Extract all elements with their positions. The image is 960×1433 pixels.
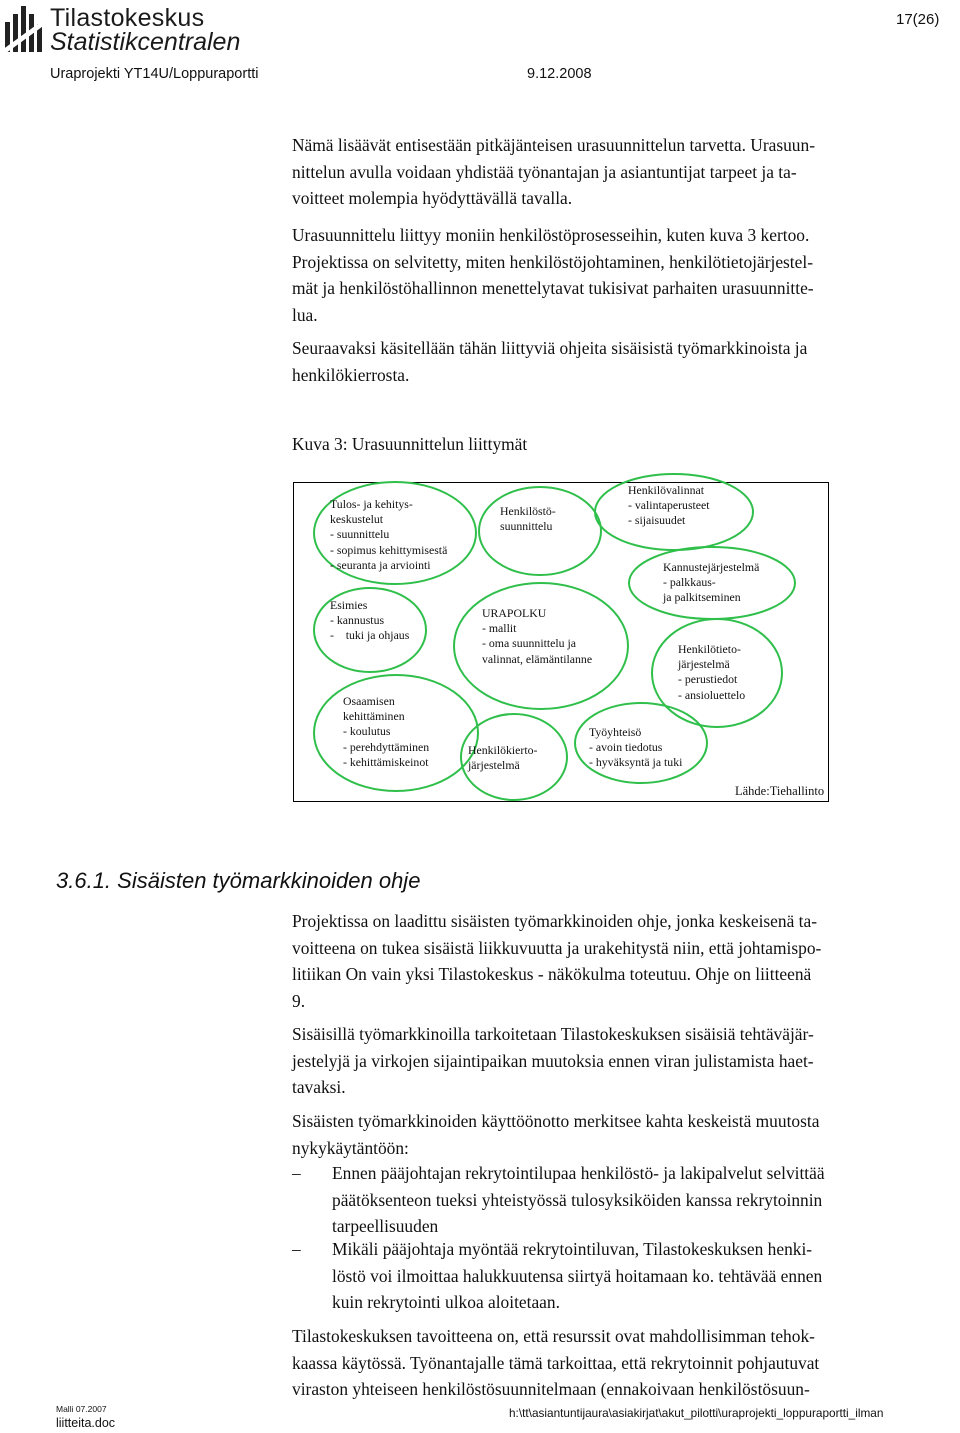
- node-urapolku: URAPOLKU - mallit - oma suunnittelu ja valinnat, elämäntilanne: [482, 606, 593, 666]
- node-esimies: Esimies - kannustus - tuki ja ohjaus: [330, 598, 410, 643]
- node-henkilovalinnat: Henkilövalinnat - valintaperusteet - sijaisuudet: [628, 483, 710, 528]
- bullet-item-2: Mikäli pääjohtaja myöntää rekrytointiluvan, Tilastokeskuksen henki- löstö voi ilmoittaa halukkuutensa siirtyä hoitamaan ko. tehtävää ennen kuin rekrytointi ulkoa aloitetaan.: [332, 1239, 823, 1312]
- node-tulos: Tulos- ja kehitys- keskustelut - suunnittelu - sopimus kehittymisestä - seuranta ja arviointi: [330, 497, 448, 572]
- node-henkilotieto: Henkilötieto- järjestelmä - perustiedot - ansioluettelo: [678, 642, 746, 702]
- intro-paragraph-3: Seuraavaksi käsitellään tähän liittyviä ohjeita sisäisistä työmarkkinoista ja henkilökierrosta.: [292, 338, 808, 385]
- logo-subtitle: Statistikcentralen: [50, 28, 241, 56]
- node-tyoyhteiso: Työyhteisö - avoin tiedotus - hyväksyntä ja tuki: [589, 725, 683, 770]
- footer-filename: liitteita.doc: [56, 1416, 116, 1430]
- bullet-dash-1: –: [292, 1163, 301, 1183]
- bullet-item-1: Ennen pääjohtajan rekrytointilupaa henkilöstö- ja lakipalvelut selvittää päätöksenteon tueksi yhteistyössä tulosyksiköiden kanssa rekrytoinnin tarpeellisuuden: [332, 1163, 825, 1236]
- figure-caption: Kuva 3: Urasuunnittelun liittymät: [292, 434, 528, 454]
- intro-paragraph-1: Nämä lisäävät entisestään pitkäjänteisen urasuunnittelun tarvetta. Urasuun- nittelun avulla voidaan yhdistää työnantajan ja asiantuntijat tarpeet ja ta- voitteet molempia hyödyttävällä tavalla.: [292, 135, 815, 208]
- section-paragraph-3: Sisäisten työmarkkinoiden käyttöönotto merkitsee kahta keskeistä muutosta nykykäytäntöön:: [292, 1111, 820, 1158]
- node-osaaminen: Osaamisen kehittäminen - koulutus - perehdyttäminen - kehittämiskeinot: [343, 694, 430, 769]
- section-paragraph-4: Tilastokeskuksen tavoitteena on, että resurssit ovat mahdollisimman tehok- kaassa käytössä. Työnantajalle tämä tarkoittaa, että rekrytoinnit pohjautuvat viraston yhteiseen henkilöstösuunnitelmaan (ennakoivaan henkilöstösuun-: [292, 1326, 820, 1399]
- project-title: Uraprojekti YT14U/Loppuraportti: [50, 66, 259, 82]
- section-heading: 3.6.1. Sisäisten työmarkkinoiden ohje: [56, 868, 421, 893]
- page-number: 17(26): [896, 11, 940, 28]
- intro-paragraph-2: Urasuunnittelu liittyy moniin henkilöstöprosesseihin, kuten kuva 3 kertoo. Projektissa on selvitetty, miten henkilöstöjohtaminen, henkilötietojärjestel- mät ja henkilöstöhallinnon menettelytavat tukisivat parhaiten urasuunnitte- lua.: [292, 225, 814, 325]
- section-paragraph-1: Projektissa on laadittu sisäisten työmarkkinoiden ohje, jonka keskeisenä ta- voitteena on tukea sisäistä liikkuvuutta ja urakehitystä niin, että johtamispo- litiikan On vain yksi Tilastokeskus - näkökulma toteutuu. Ohje on liitteenä 9.: [292, 911, 822, 1011]
- node-henkilokierto: Henkilökierto- järjestelmä: [468, 743, 538, 773]
- footer-template: Malli 07.2007: [56, 1404, 107, 1414]
- logo-title: Tilastokeskus: [50, 4, 205, 32]
- footer-path: h:\tt\asiantuntijaura\asiakirjat\akut_pilotti\uraprojekti_loppuraportti_ilman: [509, 1406, 884, 1420]
- document-date: 9.12.2008: [527, 66, 592, 82]
- bullet-dash-2: –: [292, 1239, 301, 1259]
- section-paragraph-2: Sisäisillä työmarkkinoilla tarkoitetaan Tilastokeskuksen sisäisiä tehtäväjär- jestelyjä ja virkojen sijaintipaikan muutoksia ennen viran julistamista haet- tavaksi.: [292, 1024, 814, 1097]
- figure-source: Lähde:Tiehallinto: [735, 784, 825, 798]
- node-henkilostosuunnittelu: Henkilöstö- suunnittelu: [500, 504, 556, 534]
- node-kannuste: Kannustejärjestelmä - palkkaus- ja palkitseminen: [663, 560, 760, 605]
